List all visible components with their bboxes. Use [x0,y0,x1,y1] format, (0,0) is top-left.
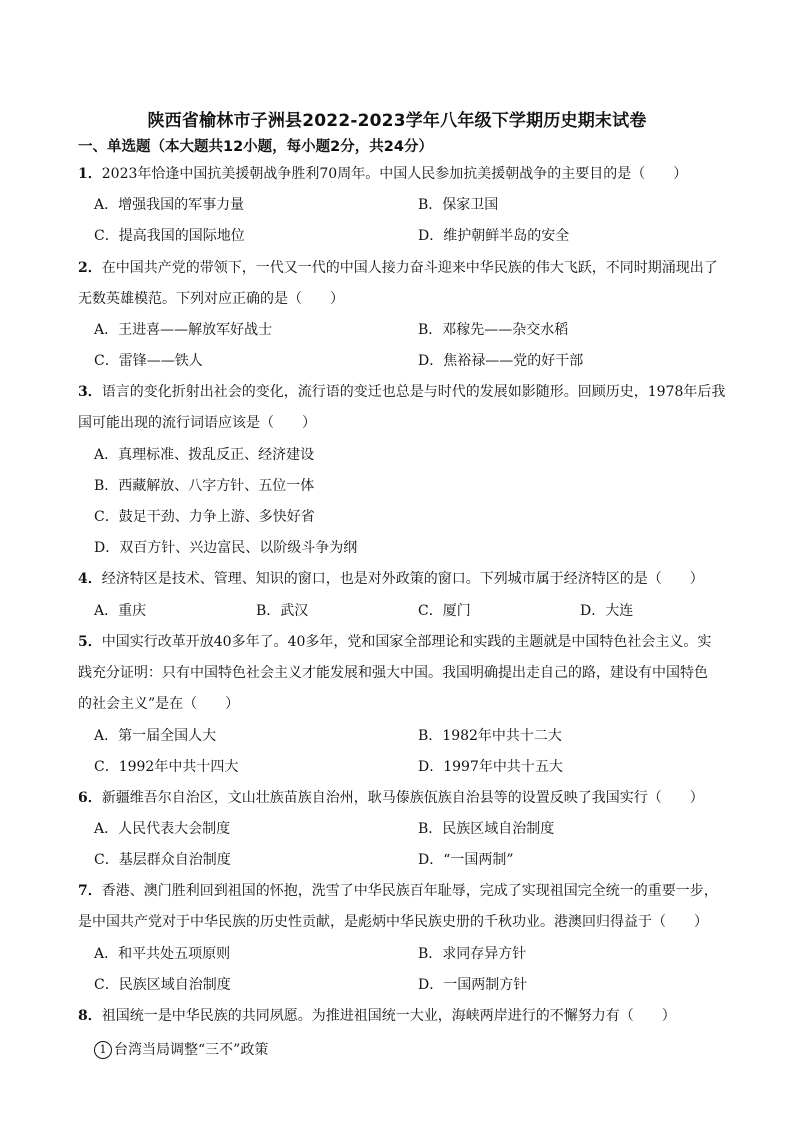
question-7-cont: 是中国共产党对于中华民族的历史性贡献，是彪炳中华民族史册的千秋功业。港澳回归得益于（ ） [78,914,708,930]
question-number: 4． [78,571,102,587]
q1-option-d: D．维护朝鲜半岛的安全 [418,228,570,244]
question-number: 7． [78,883,102,899]
q2-option-c: C．雷锋——铁人 [94,353,203,369]
q6-option-c: C．基层群众自治制度 [94,852,231,868]
question-text: 经济特区是技术、管理、知识的窗口，也是对外政策的窗口。下列城市属于经济特区的是（ ） [101,571,704,587]
q5-option-b: B．1982年中共十二大 [418,728,562,744]
question-number: 2． [78,260,102,276]
question-3-cont: 国可能出现的流行词语应该是（ ） [78,415,316,431]
q4-option-d: D．大连 [580,603,634,619]
q1-option-a: A．增强我国的军事力量 [94,197,245,213]
question-number: 8． [78,1008,102,1024]
question-1 [78,164,750,184]
page-title: 陕西省榆林市子洲县2022-2023学年八年级下学期历史期末试卷 [147,111,647,131]
statement-text: 台湾当局调整“三不”政策 [114,1042,269,1058]
q2-option-b: B．邓稼先——杂交水稻 [418,322,569,338]
question-text: 中国实行改革开放40多年了。40多年，党和国家全部理论和实践的主题就是中国特色社会主义。实 [101,634,712,650]
q7-option-a: A．和平共处五项原则 [94,946,231,962]
question-5-cont: 的社会主义”是在（ ） [78,696,240,712]
question-3 [78,382,750,402]
q5-option-a: A．第一届全国人大 [94,728,217,744]
question-text: 2023年恰逢中国抗美援朝战争胜利70周年。中国人民参加抗美援朝战争的主要目的是（ ） [101,166,688,182]
q7-option-b: B．求同存异方针 [418,946,527,962]
question-6 [78,788,750,808]
q3-option-b: B．西藏解放、八字方针、五位一体 [94,478,315,494]
question-7 [78,881,750,901]
circled-number-1: 1 [94,1041,112,1059]
question-text: 在中国共产党的带领下，一代又一代的中国人接力奋斗迎来中华民族的伟大飞跃，不同时期涌现出了 [101,260,718,276]
question-number: 3． [78,384,102,400]
q1-option-c: C．提高我国的国际地位 [94,228,245,244]
q3-option-c: C．鼓足干劲、力争上游、多快好省 [94,509,315,525]
q4-option-c: C．厦门 [418,603,471,619]
q6-option-b: B．民族区域自治制度 [418,821,555,837]
q6-option-d: D．“一国两制” [418,852,514,868]
q7-option-d: D．一国两制方针 [418,977,528,993]
question-number: 6． [78,790,102,806]
question-number: 1． [78,166,102,182]
question-2 [78,258,750,278]
q7-option-c: C．民族区域自治制度 [94,977,231,993]
q4-option-a: A．重庆 [94,603,147,619]
q1-option-b: B．保家卫国 [418,197,499,213]
q3-option-d: D．双百方针、兴边富民、以阶级斗争为纲 [94,540,358,556]
q4-option-b: B．武汉 [256,603,309,619]
question-5-cont: 践充分证明：只有中国特色社会主义才能发展和强大中国。我国明确提出走自己的路，建设有中国特色 [78,665,708,681]
q5-option-c: C．1992年中共十四大 [94,759,239,775]
q3-option-a: A．真理标准、拨乱反正、经济建设 [94,447,315,463]
question-8 [78,1006,750,1026]
question-5 [78,632,750,652]
question-text: 香港、澳门胜利回到祖国的怀抱，洗雪了中华民族百年耻辱，完成了实现祖国完全统一的重要一步， [101,883,718,899]
q6-option-a: A．人民代表大会制度 [94,821,231,837]
q2-option-d: D．焦裕禄——党的好干部 [418,353,584,369]
question-text: 祖国统一是中华民族的共同夙愿。为推进祖国统一大业，海峡两岸进行的不懈努力有（ ） [101,1008,676,1024]
q8-statement-1 [94,1040,268,1060]
question-4 [78,569,750,589]
question-number: 5． [78,634,102,650]
q2-option-a: A．王进喜——解放军好战士 [94,322,273,338]
q5-option-d: D．1997年中共十五大 [418,759,563,775]
question-text: 新疆维吾尔自治区，文山壮族苗族自治州，耿马傣族佤族自治县等的设置反映了我国实行（ ） [101,790,704,806]
question-2-cont: 无数英雄模范。下列对应正确的是（ ） [78,291,344,307]
question-text: 语言的变化折射出社会的变化，流行语的变迁也总是与时代的发展如影随形。回顾历史，1978年后我 [101,384,726,400]
section-heading: 一、单选题（本大题共12小题，每小题2分，共24分） [78,139,433,155]
